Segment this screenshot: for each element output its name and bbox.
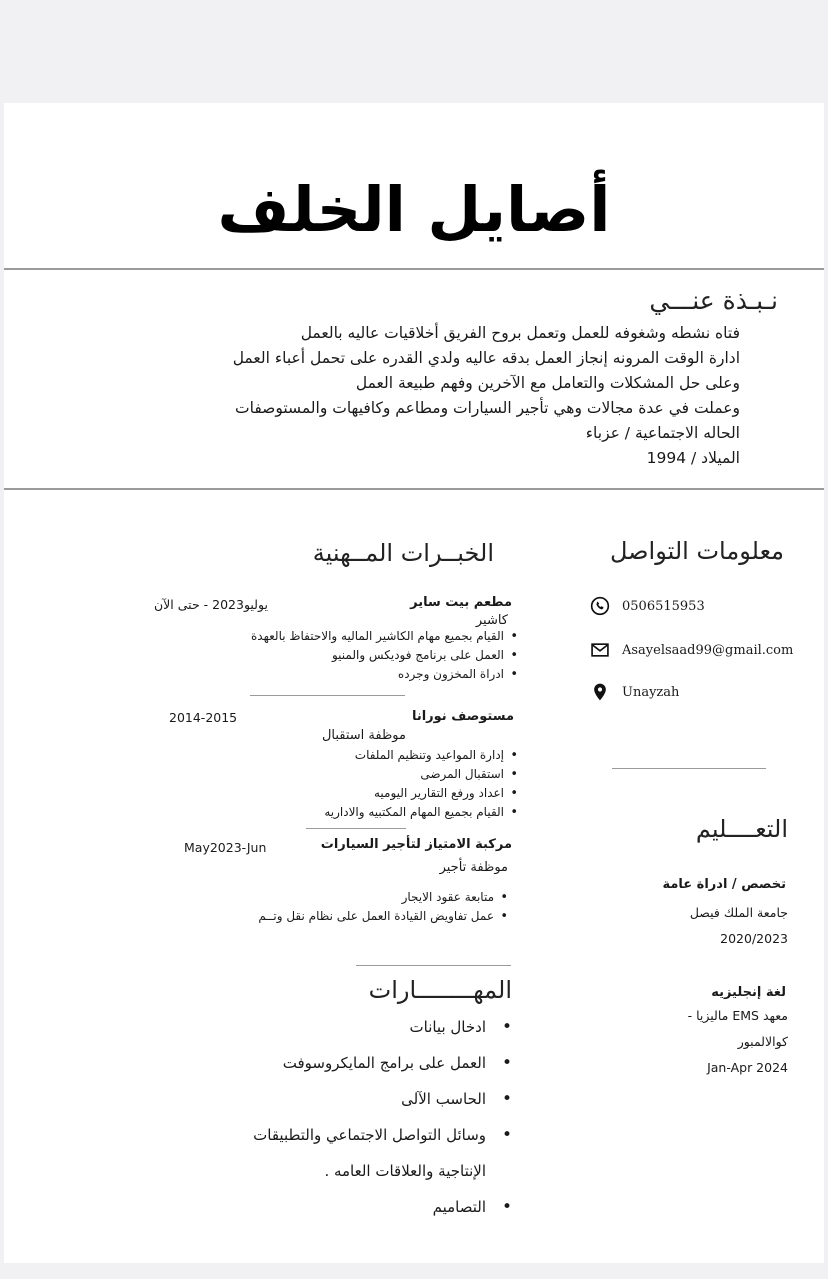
degree-title: تخصص / ادراة عامة [662,877,786,892]
location-pin-icon [590,682,610,702]
job-duties [324,746,518,822]
about-line: ادارة الوقت المرونه إنجاز العمل بدقه عاليه ولدي القدره على تحمل أعباء العمل [232,349,740,367]
list-item: • إدارة المواعيد وتنظيم الملفات [324,746,518,765]
about-line: وعلى حل المشكلات والتعامل مع الآخرين وفهم طبيعة العمل [355,374,740,392]
institute-city: كوالالمبور [737,1034,788,1049]
list-item: • ادراة المخزون وجرده [251,665,518,684]
graduation-year: 2020/2023 [720,931,788,946]
job-duties [251,627,518,684]
skills-list [253,1009,512,1225]
contact-divider [612,768,766,769]
job-company: مستوصف نورانا [411,709,514,724]
list-item: • القيام بجميع مهام الكاشير الماليه والاحتفاظ بالعهدة [251,627,518,646]
about-line: الحاله الاجتماعية / عزباء [585,424,740,442]
list-item: • عمل تفاويض القيادة العمل على نظام نقل وتــم [258,907,508,926]
english-course-details [688,1003,788,1081]
about-line: الميلاد / 1994 [646,449,740,467]
list-item: • وسائل التواصل الاجتماعي والتطبيقات [253,1117,512,1153]
list-item: • القيام بجميع المهام المكتبيه والاداريه [324,803,518,822]
university-name: جامعة الملك فيصل [689,905,788,920]
location-text: Unayzah [622,684,680,700]
education-title: التعــــليم [695,815,788,843]
contact-title: معلومات التواصل [609,537,784,565]
contact-location [590,681,679,703]
about-line: فتاه نشطه وشغوفه للعمل وتعمل بروح الفريق أخلاقيات عاليه بالعمل [300,324,740,342]
job-role: موظفة تأجير [439,860,508,875]
institute-name: معهد EMS ماليزيا - [687,1008,788,1023]
about-line: وعملت في عدة مجالات وهي تأجير السيارات ومطاعم وكافيهات والمستوصفات [235,399,740,417]
about-title: نـبـذة عنـــي [649,286,778,315]
header-divider [4,268,824,270]
list-item: • التصاميم [253,1189,512,1225]
job-role: كاشير [475,613,508,628]
skills-title: المهــــــــارات [368,976,512,1004]
education-details [690,900,788,952]
about-divider [4,488,824,490]
job-divider [306,828,406,829]
list-item: • الحاسب الآلى [253,1081,512,1117]
list-item: • متابعة عقود الايجار [258,888,508,907]
job-duties [258,888,508,926]
phone-number[interactable]: 0506515953 [622,598,705,614]
applicant-name: أصايل الخلف [217,173,611,246]
job-divider [250,695,405,696]
course-date: Jan-Apr 2024 [707,1060,788,1075]
list-item: • العمل على برامج المايكروسوفت [253,1045,512,1081]
job-date: 2014-2015 [169,710,238,725]
list-item: • اعداد ورفع التقارير اليوميه [324,784,518,803]
resume-page [4,103,824,1263]
phone-icon [590,596,610,616]
list-item: • العمل على برنامج فوديكس والمنيو [251,646,518,665]
list-item-continued: الإنتاجية والعلاقات العامه . [324,1162,486,1180]
list-item: • استقبال المرضى [324,765,518,784]
job-company: مركبة الامتياز لتأجير السيارات [320,837,512,852]
email-address[interactable]: Asayelsaad99@gmail.com [622,642,794,658]
job-role: موظفة استقبال [321,728,406,743]
list-item: • ادخال بيانات [253,1009,512,1045]
contact-email [590,639,793,661]
job-company: مطعم بيت ساير [410,595,512,610]
experience-title: الخبــرات المــهنية [312,539,494,567]
skills-divider [356,965,511,966]
job-date: May2023-Jun [184,840,267,855]
about-text [100,321,740,471]
job-date: يوليو2023 - حتى الآن [154,597,268,612]
english-course-title: لغة إنجليزيه [711,985,786,1000]
mail-icon [590,640,610,660]
contact-phone [590,595,705,617]
